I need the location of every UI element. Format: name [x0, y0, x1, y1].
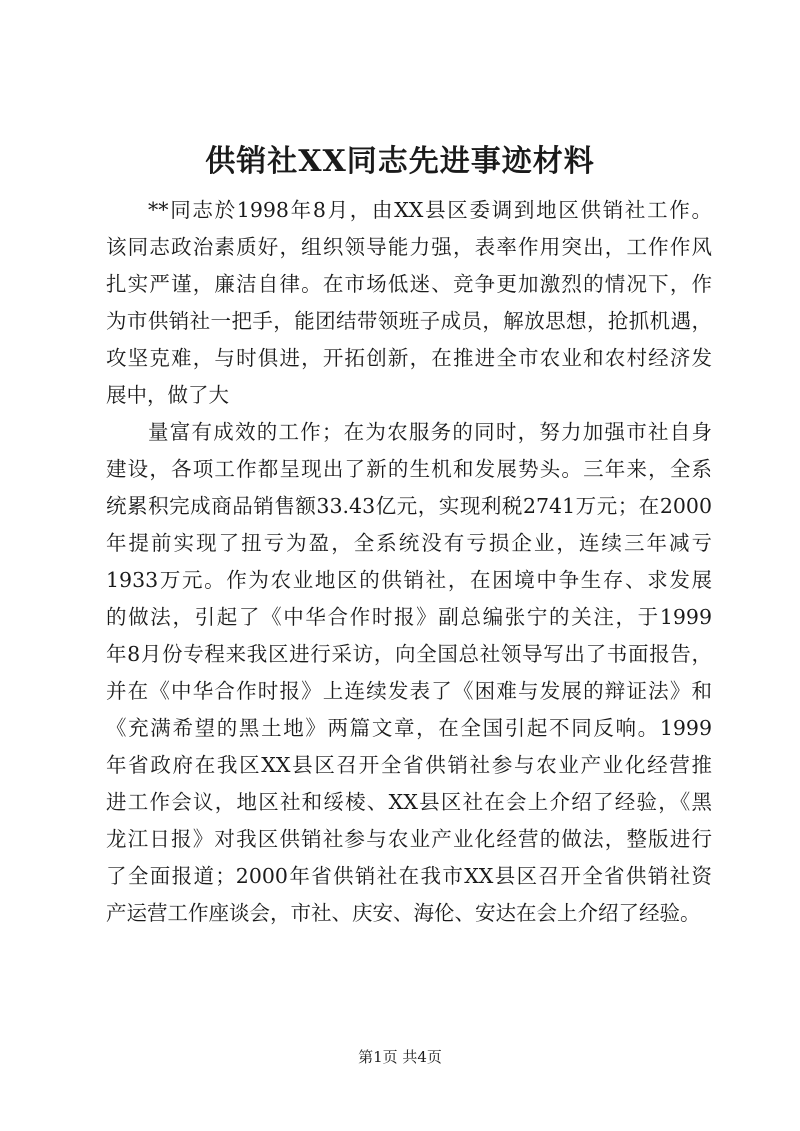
- paragraph-line: 展中，做了大: [106, 383, 229, 407]
- paragraph-1: [106, 192, 712, 414]
- paragraph-line: 龙江日报》对我区供销社参与农业产业化经营的做法，整版进行: [106, 827, 712, 851]
- paragraph-line: 扎实严谨，廉洁自律。在市场低迷、竞争更加激烈的情况下，作: [106, 272, 712, 296]
- paragraph-2: [106, 414, 712, 932]
- paragraph-line: 攻坚克难，与时俱进，开拓创新，在推进全市农业和农村经济发: [106, 346, 712, 370]
- paragraph-line: 统累积完成商品销售额33.43亿元，实现利税2741万元；在2000: [106, 494, 712, 518]
- document-title: 供销社XX同志先进事迹材料: [205, 144, 595, 179]
- paragraph-line: 年省政府在我区XX县区召开全省供销社参与农业产业化经营推: [106, 753, 712, 777]
- paragraph-line: 进工作会议，地区社和绥棱、XX县区社在会上介绍了经验，《黑: [106, 790, 712, 814]
- paragraph-line: 了全面报道；2000年省供销社在我市XX县区召开全省供销社资: [106, 864, 712, 888]
- paragraph-line: 年8月份专程来我区进行采访，向全国总社领导写出了书面报告，: [106, 642, 712, 666]
- paragraph-line: 并在《中华合作时报》上连续发表了《困难与发展的辩证法》和: [106, 679, 712, 703]
- paragraph-line: 的做法，引起了《中华合作时报》副总编张宁的关注，于1999: [106, 605, 712, 629]
- paragraph-line: 年提前实现了扭亏为盈，全系统没有亏损企业，连续三年减亏: [106, 531, 712, 555]
- paragraph-line: 建设，各项工作都呈现出了新的生机和发展势头。三年来，全系: [106, 457, 712, 481]
- paragraph-line: 量富有成效的工作；在为农服务的同时，努力加强市社自身: [148, 420, 712, 444]
- paragraph-line: 该同志政治素质好，组织领导能力强，表率作用突出，工作作风: [106, 235, 712, 259]
- paragraph-line: 《充满希望的黑土地》两篇文章，在全国引起不同反响。1999: [106, 716, 712, 740]
- page-number-footer: 第1页 共4页: [358, 1048, 442, 1066]
- paragraph-line: 为市供销社一把手，能团结带领班子成员，解放思想，抢抓机遇，: [106, 309, 712, 333]
- paragraph-line: **同志於1998年8月，由XX县区委调到地区供销社工作。: [148, 198, 712, 222]
- paragraph-line: 1933万元。作为农业地区的供销社，在困境中争生存、求发展: [106, 568, 712, 592]
- paragraph-line: 产运营工作座谈会，市社、庆安、海伦、安达在会上介绍了经验。: [106, 901, 701, 925]
